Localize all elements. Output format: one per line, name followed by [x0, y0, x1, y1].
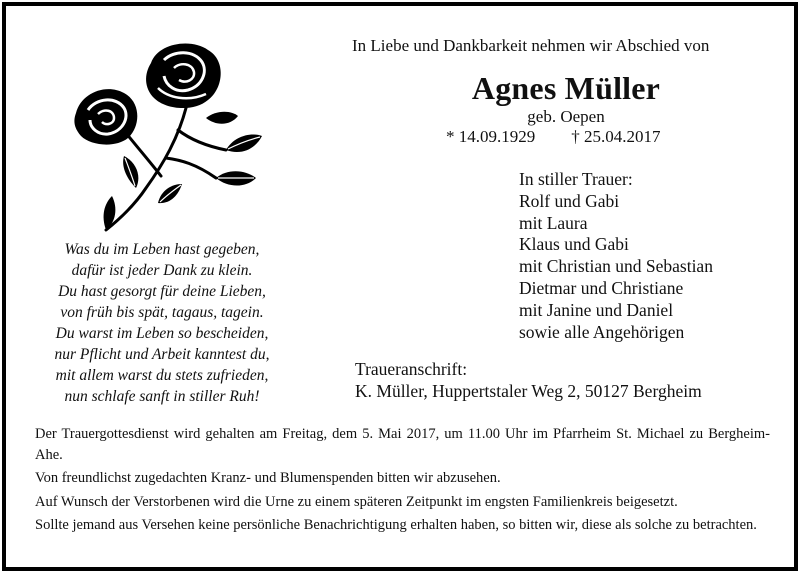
rose-icon	[66, 38, 276, 238]
death-date: † 25.04.2017	[571, 127, 661, 146]
obituary-notice	[2, 2, 798, 571]
mourner-line: sowie alle Angehörigen	[519, 321, 685, 342]
poem-line: nur Pflicht und Arbeit kanntest du,	[54, 346, 270, 363]
life-dates	[446, 127, 661, 147]
note-paragraph: Von freundlichst zugedachten Kranz- und Blumenspenden bitten wir abzusehen.	[35, 470, 501, 486]
address-text: K. Müller, Huppertstaler Weg 2, 50127 Bergheim	[355, 381, 702, 401]
mourner-line: mit Christian und Sebastian	[519, 256, 713, 277]
poem-line: Du hast gesorgt für deine Lieben,	[58, 283, 266, 300]
poem-line: Was du im Leben hast gegeben,	[64, 241, 260, 258]
mourning-address	[355, 358, 702, 402]
notes	[35, 424, 770, 539]
note-paragraph: Der Trauergottesdienst wird gehalten am Freitag, dem 5. Mai 2017, um 11.00 Uhr im Pfarrheim St. Michael zu Bergheim-Ahe.	[35, 426, 770, 463]
poem-line: mit allem warst du stets zufrieden,	[55, 367, 269, 384]
mourner-line: mit Laura	[519, 212, 588, 233]
intro-text: In Liebe und Dankbarkeit nehmen wir Abschied von	[352, 36, 710, 55]
poem-line: nun schlafe sanft in stiller Ruh!	[64, 388, 260, 405]
poem-line: dafür ist jeder Dank zu klein.	[71, 262, 253, 279]
note-paragraph: Sollte jemand aus Versehen keine persönliche Benachrichtigung erhalten haben, so bitten wir, diese als solche zu betrachten.	[35, 517, 757, 533]
poem	[28, 239, 296, 407]
deceased-name: Agnes Müller	[471, 70, 661, 106]
birth-date: * 14.09.1929	[446, 127, 536, 146]
mourner-line: Rolf und Gabi	[519, 190, 620, 211]
mourner-line: Dietmar und Christiane	[519, 277, 684, 298]
mourner-line: Klaus und Gabi	[519, 234, 629, 255]
poem-line: Du warst im Leben so bescheiden,	[55, 325, 269, 342]
mourner-line: mit Janine und Daniel	[519, 299, 674, 320]
note-paragraph: Auf Wunsch der Verstorbenen wird die Urne zu einem späteren Zeitpunkt im engsten Familienkreis beigesetzt.	[35, 493, 678, 510]
poem-line: von früh bis spät, tagaus, tagein.	[60, 304, 264, 321]
mourner-line: In stiller Trauer:	[519, 169, 633, 189]
mourners-list	[519, 169, 713, 343]
birth-name: geb. Oepen	[527, 107, 605, 126]
address-label: Traueranschrift:	[355, 359, 468, 379]
